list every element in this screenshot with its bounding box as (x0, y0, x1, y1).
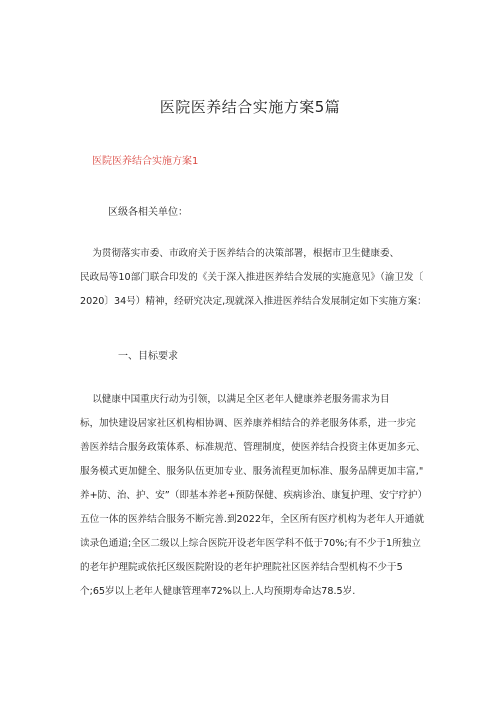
section-link[interactable]: 医院医养结合实施方案1 (92, 156, 199, 167)
paragraph-line: 服务模式更加健全、服务队伍更加专业、服务流程更加标准、服务品牌更加丰富," (80, 466, 424, 477)
paragraph-line: 以健康中国重庆行动为引领，以满足全区老年人健康养老服务需求为目 (80, 394, 390, 405)
paragraph-line: 善医养结合服务政策体系、标准规范、管理制度，使医养结合投资主体更加多元、 (80, 442, 426, 453)
paragraph-line: 为贯彻落实市委、市政府关于医养结合的决策部署，根据市卫生健康委、 (80, 248, 400, 259)
paragraph-line: 五位一体的医养结合服务不断完善.到2022年，全区所有医疗机构为老年人开通就 (80, 514, 425, 525)
paragraph-line: 的老年护理院或依托区级医院附设的老年护理院社区医养结合型机构不少于5 (80, 562, 403, 573)
paragraph-intro (80, 242, 432, 314)
paragraph-line: 读录色通道;全区二级以上综合医院开设老年医学科不低于70%;有不少于1所独立 (80, 538, 421, 549)
paragraph-line: 个;65岁以上老年人健康管理率72%以上.人均预期寿命达78.5岁. (80, 586, 356, 597)
paragraph-line: 标，加快建设居家社区机构相协调、医养康养相结合的养老服务体系，进一步完 (80, 418, 416, 429)
paragraph-line: 2020〕34号）精神，经研究决定,现就深入推进医养结合发展制定如下实施方案： (80, 296, 427, 307)
document-title: 医院医养结合实施方案5篇 (159, 98, 341, 116)
salutation: 区级各相关单位： (108, 207, 188, 218)
paragraph-line: 民政局等10部门联合印发的《关于深入推进医养结合发展的实施意见》（渝卫发〔 (80, 272, 424, 283)
paragraph-goals (80, 388, 432, 604)
section-heading: 一、目标要求 (118, 351, 178, 362)
paragraph-line: 养+防、治、护、安”（即基本养老+预防保健、疾病诊治、康复护理、安宁疗护） (80, 490, 428, 501)
